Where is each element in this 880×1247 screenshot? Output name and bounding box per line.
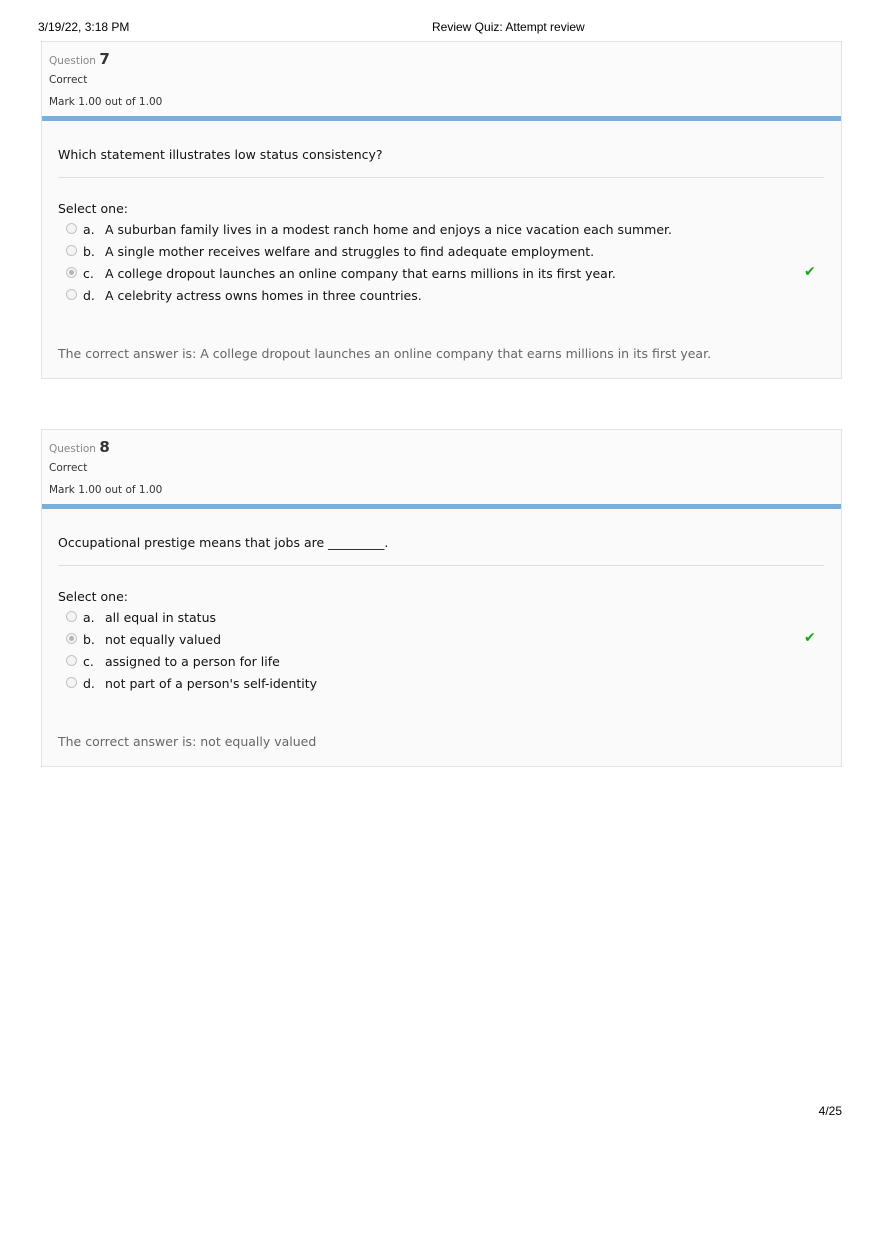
option-text: A celebrity actress owns homes in three countries. xyxy=(105,288,422,303)
question-label: Question xyxy=(49,443,96,455)
print-title: Review Quiz: Attempt review xyxy=(432,20,585,34)
question-number xyxy=(49,438,110,456)
radio-button-selected[interactable] xyxy=(66,633,77,644)
option-text: all equal in status xyxy=(105,610,217,625)
question-text: Occupational prestige means that jobs are _________. xyxy=(58,535,389,550)
answer-option-c[interactable] xyxy=(64,654,824,676)
print-date: 3/19/22, 3:18 PM xyxy=(38,20,130,34)
question-number-value: 7 xyxy=(99,50,110,68)
radio-button[interactable] xyxy=(66,655,77,666)
question-7 xyxy=(41,41,842,379)
question-grade: Mark 1.00 out of 1.00 xyxy=(49,484,163,496)
select-prompt: Select one: xyxy=(58,589,129,604)
correct-answer-feedback: The correct answer is: A college dropout launches an online company that earns millions in its first year. xyxy=(58,346,712,361)
option-letter: c. xyxy=(83,654,94,669)
option-text: not part of a person's self-identity xyxy=(105,676,318,691)
answer-option-b[interactable] xyxy=(64,632,824,654)
question-content xyxy=(42,121,841,378)
radio-button[interactable] xyxy=(66,611,77,622)
question-info xyxy=(42,42,841,115)
answer-list xyxy=(64,610,824,698)
option-text: A single mother receives welfare and struggles to find adequate employment. xyxy=(105,244,595,259)
question-label: Question xyxy=(49,55,96,67)
divider xyxy=(58,177,824,178)
correct-check-icon: ✔ xyxy=(804,264,816,280)
option-letter: b. xyxy=(83,244,95,259)
radio-button[interactable] xyxy=(66,223,77,234)
option-letter: a. xyxy=(83,222,95,237)
question-content xyxy=(42,509,841,766)
answer-option-d[interactable] xyxy=(64,676,824,698)
answer-list xyxy=(64,222,824,310)
radio-button[interactable] xyxy=(66,677,77,688)
radio-button-selected[interactable] xyxy=(66,267,77,278)
option-letter: d. xyxy=(83,288,95,303)
question-state: Correct xyxy=(49,462,88,474)
select-prompt: Select one: xyxy=(58,201,129,216)
correct-answer-feedback: The correct answer is: not equally valued xyxy=(58,734,317,749)
question-8 xyxy=(41,429,842,767)
page-number: 4/25 xyxy=(818,1104,842,1118)
radio-button[interactable] xyxy=(66,289,77,300)
option-letter: d. xyxy=(83,676,95,691)
answer-option-d[interactable] xyxy=(64,288,824,310)
question-grade: Mark 1.00 out of 1.00 xyxy=(49,96,163,108)
print-header xyxy=(38,20,844,36)
option-letter: b. xyxy=(83,632,95,647)
option-text: assigned to a person for life xyxy=(105,654,280,669)
question-info xyxy=(42,430,841,503)
option-letter: a. xyxy=(83,610,95,625)
question-number xyxy=(49,50,110,68)
answer-option-a[interactable] xyxy=(64,610,824,632)
answer-option-b[interactable] xyxy=(64,244,824,266)
question-number-value: 8 xyxy=(99,438,110,456)
option-text: A suburban family lives in a modest ranch home and enjoys a nice vacation each summer. xyxy=(105,222,672,237)
question-state: Correct xyxy=(49,74,88,86)
answer-option-c[interactable] xyxy=(64,266,824,288)
option-text: A college dropout launches an online company that earns millions in its first year. xyxy=(105,266,616,281)
option-letter: c. xyxy=(83,266,94,281)
answer-option-a[interactable] xyxy=(64,222,824,244)
radio-button[interactable] xyxy=(66,245,77,256)
option-text: not equally valued xyxy=(105,632,222,647)
correct-check-icon: ✔ xyxy=(804,630,816,646)
question-text: Which statement illustrates low status consistency? xyxy=(58,147,383,162)
divider xyxy=(58,565,824,566)
